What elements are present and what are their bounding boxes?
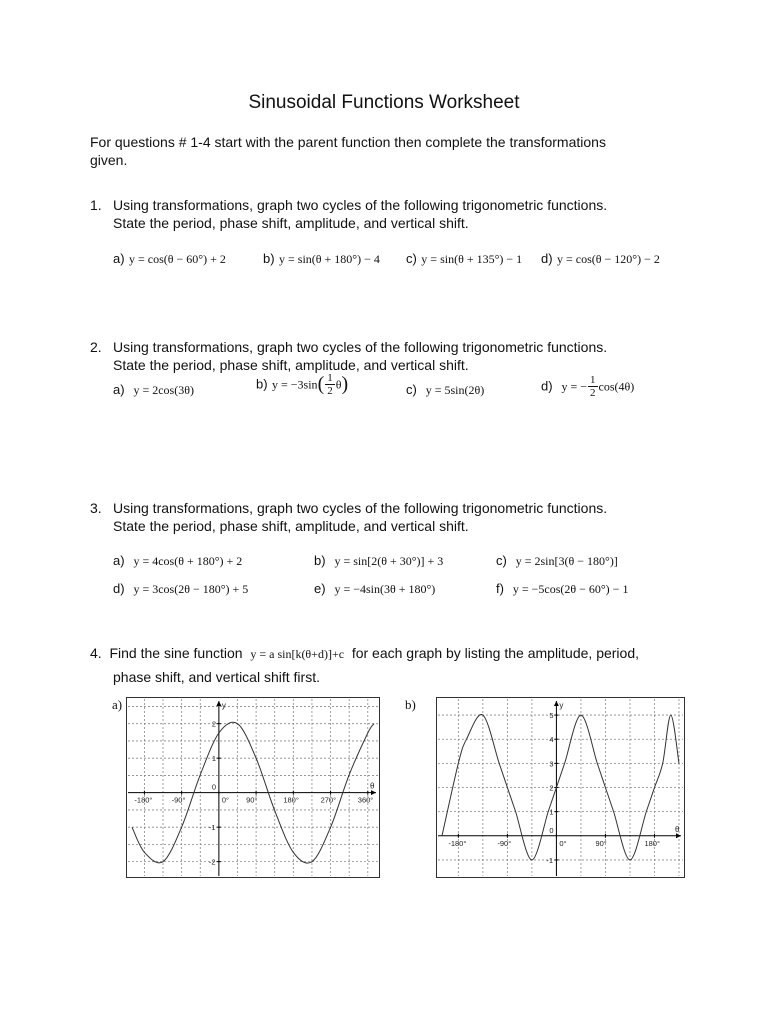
graph-b-x-tick-label: -180° <box>448 838 467 848</box>
graph-a-y-axis-label: y <box>221 701 226 710</box>
q2-line-1: Using transformations, graph two cycles of the following trigonometric functions. <box>113 339 608 355</box>
q2-d-eq-post: cos(4θ) <box>598 379 635 394</box>
q1-line-1: Using transformations, graph two cycles of the following trigonometric functions. <box>113 197 608 213</box>
graph-a-y-tick-label: -1 <box>208 823 216 833</box>
q4-text-pre: Find the sine function <box>109 645 243 661</box>
q3-c-equation: y = 2sin[3(θ − 180°)] <box>515 554 618 568</box>
q1-c-label: c) <box>406 251 417 266</box>
q4-line-2: phase shift, and vertical shift first. <box>113 669 320 685</box>
q4-equation: y = a sin[k(θ+d)]+c <box>250 647 345 661</box>
graph-b-y-tick-label: 0 <box>549 825 554 835</box>
q3-line-2: State the period, phase shift, amplitude, and vertical shift. <box>113 518 469 534</box>
q2-d-denominator: 2 <box>590 387 596 399</box>
graph-b-y-axis-label: y <box>559 701 564 710</box>
q2-d-label: d) <box>541 378 553 394</box>
q2-item-a <box>113 381 194 399</box>
q3-item-d <box>113 580 248 598</box>
q1-d-label: d) <box>541 251 553 266</box>
q4-line-1 <box>90 644 639 663</box>
q1-b-equation: y = sin(θ + 180°) − 4 <box>279 252 380 266</box>
graph-a-chart <box>126 697 380 878</box>
graph-b-y-tick-label: 1 <box>549 807 554 817</box>
q2-c-label: c) <box>406 382 417 397</box>
q1-line-2: State the period, phase shift, amplitude, and vertical shift. <box>113 215 469 231</box>
graph-a-x-tick-label: 0° <box>221 795 230 805</box>
graph-b-x-tick-label: 0° <box>559 838 567 848</box>
q1-number: 1. <box>90 197 102 213</box>
q2-b-eq-pre: y = −3sin <box>272 377 318 392</box>
intro-line-2: given. <box>90 152 128 168</box>
graph-a-label: a) <box>112 697 123 712</box>
graph-b-y-tick-label: 2 <box>549 783 554 793</box>
graph-a-x-tick-label: 180° <box>283 795 299 805</box>
q3-item-c <box>496 552 618 570</box>
q3-f-label: f) <box>496 581 504 596</box>
q3-d-label: d) <box>113 581 125 596</box>
graph-b-y-tick-label: 5 <box>549 711 554 721</box>
graph-a-x-tick-label: 270° <box>320 795 337 805</box>
graph-a-y-tick-label: 2 <box>211 719 217 729</box>
graph-a-x-tick-label: 90° <box>246 795 258 805</box>
q2-b-label: b) <box>256 376 268 392</box>
graph-b-x-axis-label: θ <box>675 824 680 834</box>
q2-a-label: a) <box>113 382 125 397</box>
q1-b-label: b) <box>263 251 275 266</box>
q2-item-c <box>406 381 484 399</box>
page-title: Sinusoidal Functions Worksheet <box>248 92 520 113</box>
q2-a-equation: y = 2cos(3θ) <box>133 383 194 397</box>
q2-b-fraction <box>325 372 335 397</box>
q1-item-b <box>263 250 380 268</box>
q3-b-label: b) <box>314 553 326 568</box>
graph-b-x-tick-label: 180° <box>644 838 660 848</box>
q1-d-equation: y = cos(θ − 120°) − 2 <box>557 252 660 266</box>
q2-c-equation: y = 5sin(2θ) <box>425 383 485 397</box>
q3-line-1: Using transformations, graph two cycles of the following trigonometric functions. <box>113 500 608 516</box>
q2-b-denominator: 2 <box>327 385 333 397</box>
graph-a-x-tick-label: -90° <box>171 795 186 805</box>
graph-a-x-tick-label: 360° <box>357 795 374 805</box>
q3-c-label: c) <box>496 553 507 568</box>
intro-line-1: For questions # 1-4 start with the parent function then complete the transformations <box>90 134 606 150</box>
q3-item-f <box>496 580 628 598</box>
graph-b-chart <box>436 697 685 878</box>
graph-b-y-tick-label: 3 <box>549 759 554 769</box>
q2-b-close-paren: ) <box>341 373 349 395</box>
q3-number: 3. <box>90 500 102 516</box>
q2-number: 2. <box>90 339 102 355</box>
q3-item-b <box>314 552 443 570</box>
q3-a-label: a) <box>113 553 125 568</box>
graph-b-x-tick-label: -90° <box>497 838 512 848</box>
q3-b-equation: y = sin[2(θ + 30°)] + 3 <box>334 554 444 568</box>
q1-a-equation: y = cos(θ − 60°) + 2 <box>129 252 226 266</box>
q1-c-equation: y = sin(θ + 135°) − 1 <box>421 252 523 266</box>
graph-b-label: b) <box>405 697 416 712</box>
q2-b-open-paren: ( <box>317 373 325 395</box>
q3-item-e <box>314 580 435 598</box>
graph-a-y-tick-label: -2 <box>208 857 216 867</box>
q2-d-fraction <box>588 374 598 399</box>
q2-d-eq-pre: y = − <box>561 379 587 394</box>
q2-b-eq-post: θ <box>335 377 342 392</box>
q2-b-numerator: 1 <box>327 372 333 384</box>
graph-b-y-tick-label: -1 <box>546 855 554 865</box>
q2-item-b <box>256 372 348 397</box>
q2-item-d <box>541 374 634 399</box>
q1-item-a <box>113 250 226 268</box>
q2-d-numerator: 1 <box>590 374 596 386</box>
q3-e-equation: y = −4sin(3θ + 180°) <box>334 582 436 596</box>
graph-a-x-axis-label: θ <box>370 781 375 791</box>
graph-a-frame <box>127 698 380 878</box>
q3-a-equation: y = 4cos(θ + 180°) + 2 <box>133 554 243 568</box>
q4-text-post: for each graph by listing the amplitude, period, <box>351 645 639 661</box>
q1-item-d <box>541 250 660 268</box>
graph-b-x-tick-label: 90° <box>595 838 607 848</box>
q3-e-label: e) <box>314 581 326 596</box>
q4-number: 4. <box>90 645 102 661</box>
q3-d-equation: y = 3cos(2θ − 180°) + 5 <box>133 582 249 596</box>
graph-a-x-tick-label: -180° <box>134 795 153 805</box>
q3-item-a <box>113 552 242 570</box>
q1-a-label: a) <box>113 251 125 266</box>
q1-item-c <box>406 250 522 268</box>
graph-b-y-tick-label: 4 <box>549 735 554 745</box>
graph-a-y-tick-label: 0 <box>211 782 217 792</box>
q2-line-2: State the period, phase shift, amplitude, and vertical shift. <box>113 357 469 373</box>
q3-f-equation: y = −5cos(2θ − 60°) − 1 <box>512 582 629 596</box>
graph-a-y-tick-label: 1 <box>211 754 217 764</box>
